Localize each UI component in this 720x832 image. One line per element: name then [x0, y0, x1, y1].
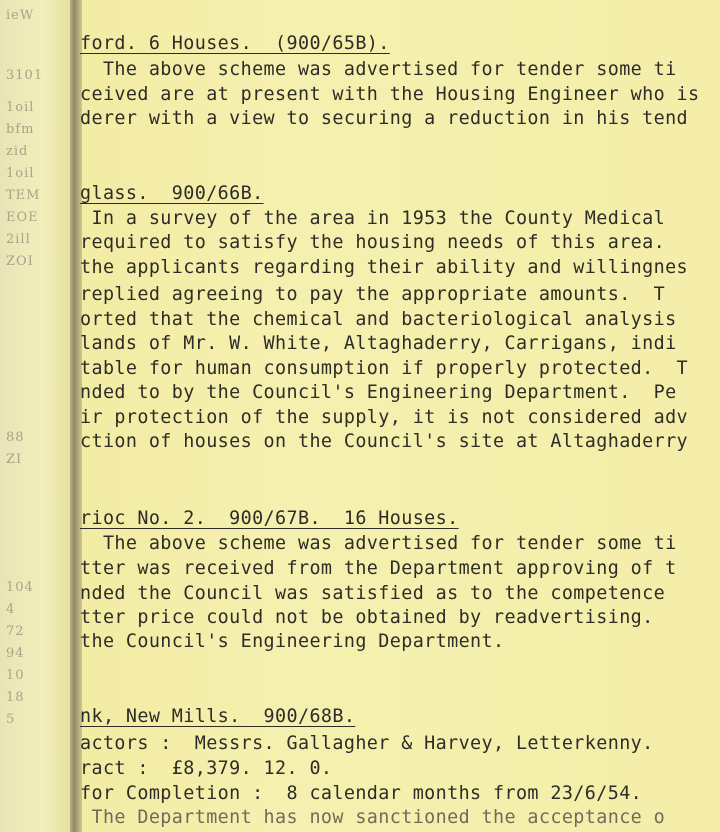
body-line: orted that the chemical and bacteriological analysis: [80, 309, 677, 330]
margin-mark: TEM: [6, 188, 41, 203]
body-line: for Completion : 8 calendar months from 23/6/54.: [80, 783, 643, 804]
margin-mark: ieW: [6, 8, 35, 23]
body-line: nded the Council was satisfied as to the competence: [80, 583, 666, 604]
body-line: tter was received from the Department approving of t: [80, 558, 677, 579]
body-line: In a survey of the area in 1953 the County Medical: [80, 208, 666, 229]
margin-mark: 104: [6, 580, 34, 595]
body-line: actors : Messrs. Gallagher & Harvey, Letterkenny.: [80, 733, 654, 754]
body-line: lands of Mr. W. White, Altaghaderry, Carrigans, indi: [80, 333, 677, 354]
body-line: required to satisfy the housing needs of this area.: [80, 232, 666, 253]
margin-mark: 18: [6, 690, 25, 705]
body-line: ract : £8,379. 12. 0.: [80, 758, 333, 779]
margin-mark: ZOI: [6, 254, 34, 269]
body-line: table for human consumption if properly protected. T: [80, 358, 689, 379]
margin-mark: 94: [6, 646, 25, 661]
body-line: The above scheme was advertised for tender some ti: [80, 533, 677, 554]
margin-mark: bfm: [6, 122, 35, 137]
body-line: tter price could not be obtained by readvertising.: [80, 607, 654, 628]
margin-mark: 10: [6, 668, 25, 683]
typed-page: [80, 0, 720, 832]
body-line: derer with a view to securing a reduction in his tend: [80, 108, 689, 129]
margin-mark: 1oil: [6, 100, 35, 115]
section-heading: ford. 6 Houses. (900/65B).: [80, 33, 390, 54]
body-line: The Department has now sanctioned the acceptance o: [80, 807, 666, 828]
margin-mark: zid: [6, 144, 29, 159]
body-line: ction of houses on the Council's site at Altaghaderry: [80, 431, 689, 452]
body-line: ceived are at present with the Housing Engineer who is: [80, 84, 700, 105]
margin-mark: 88: [6, 430, 25, 445]
section-heading: rioc No. 2. 900/67B. 16 Houses.: [80, 508, 459, 529]
margin-mark: 2ill: [6, 232, 31, 247]
adjacent-page-margin: [0, 0, 72, 832]
margin-mark: 1oil: [6, 166, 35, 181]
margin-mark: 4: [6, 602, 16, 617]
body-line: the applicants regarding their ability and willingnes: [80, 257, 689, 278]
margin-mark: ZI: [6, 452, 23, 467]
body-line: nded to by the Council's Engineering Department. Pe: [80, 382, 677, 403]
body-line: the Council's Engineering Department.: [80, 631, 505, 652]
body-line: replied agreeing to pay the appropriate amounts. T: [80, 284, 666, 305]
body-line: The above scheme was advertised for tender some ti: [80, 59, 677, 80]
margin-mark: 3101: [6, 68, 44, 83]
margin-mark: 72: [6, 624, 25, 639]
margin-mark: 5: [6, 712, 16, 727]
section-heading: nk, New Mills. 900/68B.: [80, 706, 356, 727]
margin-mark: EOE: [6, 210, 39, 225]
body-line: ir protection of the supply, it is not considered adv: [80, 407, 689, 428]
section-heading: glass. 900/66B.: [80, 183, 264, 204]
